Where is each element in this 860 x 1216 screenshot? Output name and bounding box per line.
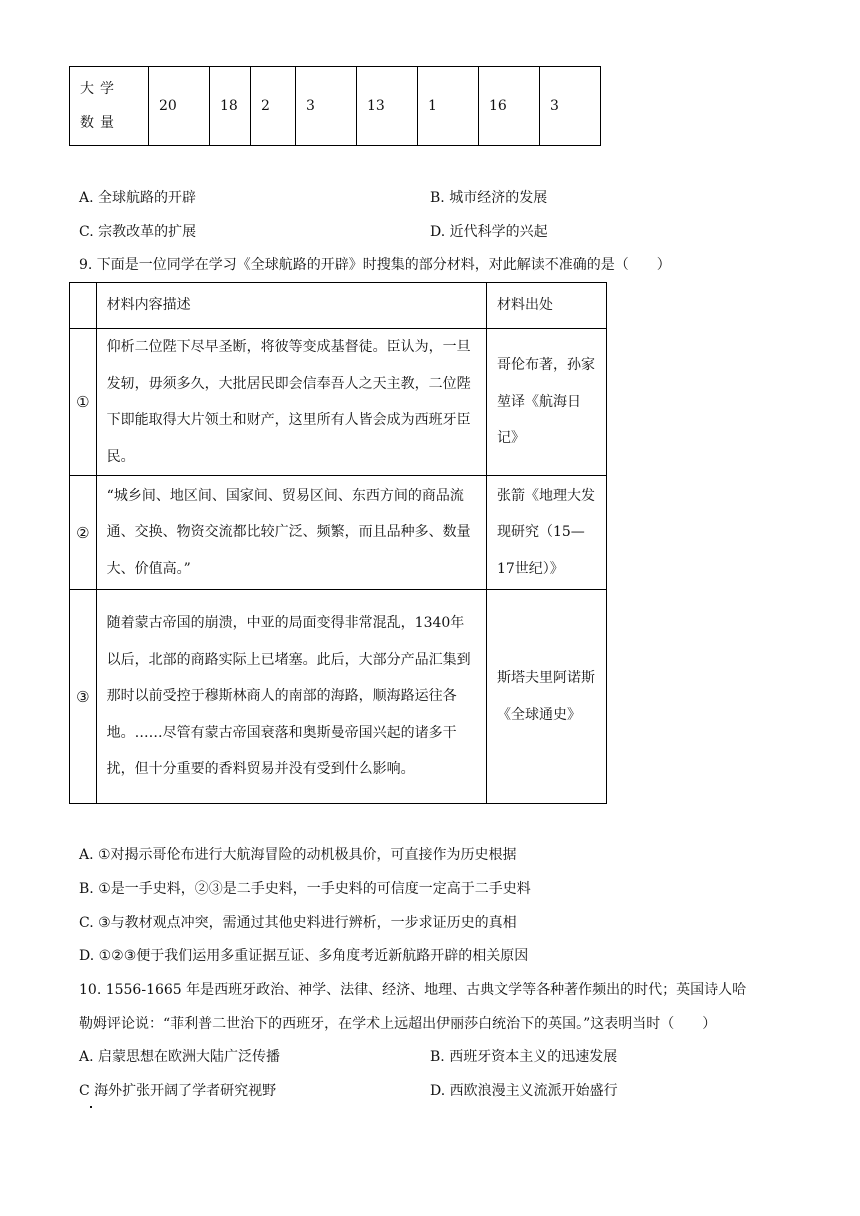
q8-option-b: B. 城市经济的发展 xyxy=(430,190,548,206)
stray-dot xyxy=(90,1106,92,1108)
q10-option-b: B. 西班牙资本主义的迅速发展 xyxy=(430,1049,618,1065)
header-source: 材料出处 xyxy=(486,283,606,329)
row-source: 张箭《地理大发现研究（15—17世纪）》 xyxy=(486,476,606,590)
table-cell: 16 xyxy=(479,67,540,146)
table-row xyxy=(70,329,607,476)
q10-option-c: C 海外扩张开阔了学者研究视野 xyxy=(79,1083,277,1099)
row-source: 哥伦布著，孙家堃译《航海日记》 xyxy=(486,329,606,476)
row-content: “城乡间、地区间、国家间、贸易区间、东西方间的商品流通、交换、物资交流都比较广泛、频繁，而且品种多、数量大、价值高。” xyxy=(96,476,486,590)
materials-table xyxy=(69,282,607,804)
table-cell: 18 xyxy=(210,67,251,146)
table-cell: 3 xyxy=(540,67,601,146)
header-blank xyxy=(70,283,97,329)
university-count-table xyxy=(69,66,601,146)
q9-option-a: A. ①对揭示哥伦布进行大航海冒险的动机极具价，可直接作为历史根据 xyxy=(79,847,517,863)
row-number: ③ xyxy=(70,590,97,804)
q9-option-d: D. ①②③便于我们运用多重证据互证、多角度考近新航路开辟的相关原因 xyxy=(79,948,529,964)
table-header-row xyxy=(70,283,607,329)
table-row xyxy=(70,590,607,804)
q10-stem-line2: 勒姆评论说：“菲利普二世治下的西班牙，在学术上远超出伊丽莎白统治下的英国。”这表明当时（ ） xyxy=(79,1016,717,1032)
table-cell: 3 xyxy=(296,67,357,146)
q9-option-c: C. ③与教材观点冲突，需通过其他史料进行辨析，一步求证历史的真相 xyxy=(79,915,517,931)
row-content: 仰析二位陛下尽早圣断，将彼等变成基督徒。臣认为，一旦发轫，毋须多久，大批居民即会信奉吾人之天主教，二位陛下即能取得大片领土和财产，这里所有人皆会成为西班牙臣民。 xyxy=(96,329,486,476)
row-label: 大学数量 xyxy=(70,67,149,146)
row-content: 随着蒙古帝国的崩溃，中亚的局面变得非常混乱，1340年以后，北部的商路实际上已堵塞。此后，大部分产品汇集到那时以前受控于穆斯林商人的南部的海路，顺海路运往各地。……尽管有蒙古帝国衰落和奥斯曼帝国兴起的诸多干扰，但十分重要的香料贸易并没有受到什么影响。 xyxy=(96,590,486,804)
table-row xyxy=(70,476,607,590)
q9-option-b: B. ①是一手史料，②③是二手史料，一手史料的可信度一定高于二手史料 xyxy=(79,881,531,897)
row-number: ① xyxy=(70,329,97,476)
table-cell: 20 xyxy=(149,67,210,146)
q10-option-a: A. 启蒙思想在欧洲大陆广泛传播 xyxy=(79,1049,281,1065)
header-content: 材料内容描述 xyxy=(96,283,486,329)
table-row xyxy=(70,67,601,146)
q8-option-c: C. 宗教改革的扩展 xyxy=(79,224,197,240)
row-number: ② xyxy=(70,476,97,590)
q10-stem-line1: 10. 1556-1665 年是西班牙政治、神学、法律、经济、地理、古典文学等各种著作频出的时代；英国诗人哈 xyxy=(79,982,747,998)
q9-stem: 9. 下面是一位同学在学习《全球航路的开辟》时搜集的部分材料，对此解读不准确的是（ ） xyxy=(79,257,671,273)
table-cell: 1 xyxy=(418,67,479,146)
q8-option-d: D. 近代科学的兴起 xyxy=(430,224,548,240)
q8-option-a: A. 全球航路的开辟 xyxy=(79,190,197,206)
table-cell: 13 xyxy=(357,67,418,146)
row-source: 斯塔夫里阿诺斯《全球通史》 xyxy=(486,590,606,804)
q10-option-d: D. 西欧浪漫主义流派开始盛行 xyxy=(430,1083,618,1099)
table-cell: 2 xyxy=(251,67,296,146)
